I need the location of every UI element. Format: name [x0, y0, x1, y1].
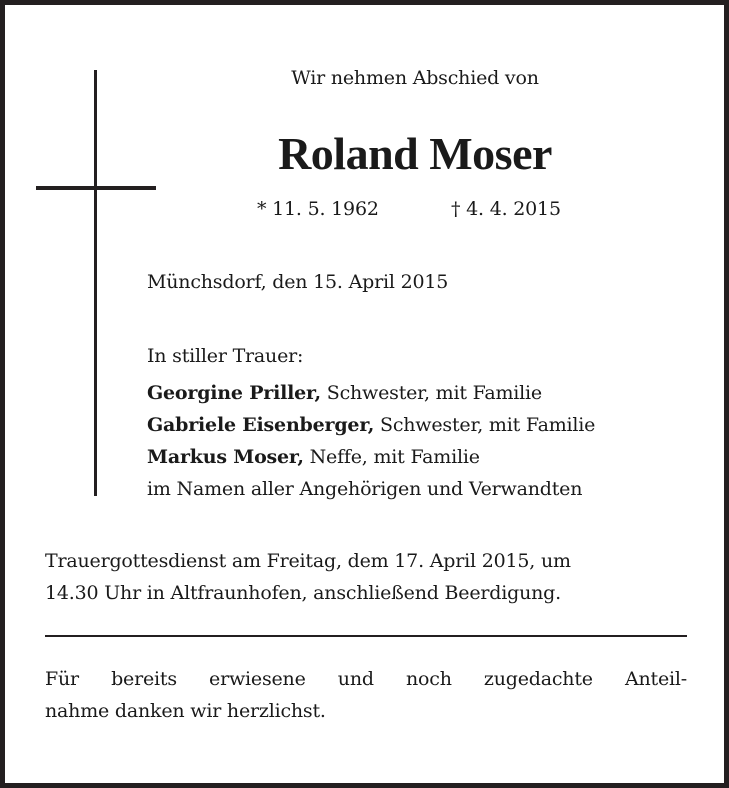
- mourner-item: [147, 377, 595, 409]
- mourner-relation: Neffe, mit Familie: [309, 446, 480, 468]
- mourner-relation: Schwester, mit Familie: [380, 414, 596, 436]
- mourner-name: Georgine Priller,: [147, 382, 321, 404]
- mourners-closing: im Namen aller Angehörigen und Verwandten: [147, 478, 583, 500]
- mourner-item: [147, 441, 595, 473]
- deceased-name: Roland Moser: [278, 128, 552, 179]
- mourner-name: Gabriele Eisenberger,: [147, 414, 375, 436]
- place-date: Münchsdorf, den 15. April 2015: [147, 271, 449, 293]
- mourner-name: Markus Moser,: [147, 446, 304, 468]
- service-line-2: 14.30 Uhr in Altfraunhofen, anschließend Beerdigung.: [45, 582, 561, 604]
- birth-date: * 11. 5. 1962: [257, 198, 379, 220]
- intro-text: Wir nehmen Abschied von: [291, 67, 539, 89]
- divider: [45, 635, 687, 637]
- mourners-block: [147, 340, 595, 505]
- death-date: † 4. 4. 2015: [451, 198, 561, 220]
- service-line-1: Trauergottesdienst am Freitag, dem 17. April 2015, um: [45, 550, 571, 572]
- mourners-heading: In stiller Trauer:: [147, 345, 304, 367]
- cross-icon-bar: [36, 186, 156, 190]
- mourner-item: [147, 409, 595, 441]
- thanks-line-2: nahme danken wir herzlichst.: [45, 700, 326, 722]
- thanks-line-1: Für bereits erwiesene und noch zugedachte Anteil-: [45, 668, 687, 690]
- mourner-relation: Schwester, mit Familie: [326, 382, 542, 404]
